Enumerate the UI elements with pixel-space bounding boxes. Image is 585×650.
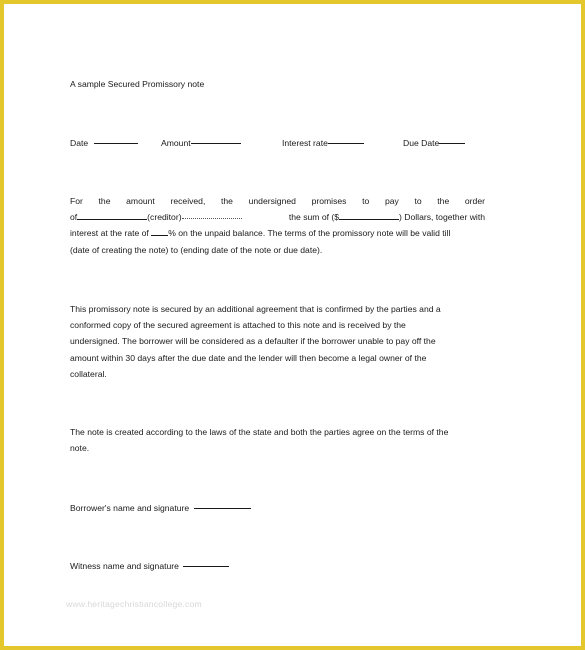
rate-blank-line bbox=[151, 235, 168, 236]
witness-signature-label: Witness name and signature bbox=[70, 561, 179, 571]
amount-blank-line bbox=[191, 143, 241, 144]
paragraph-terms-line1: For the amount received, the undersigned promises to pay to the order bbox=[70, 196, 485, 206]
date-blank-line bbox=[94, 143, 138, 144]
borrower-signature-label: Borrower's name and signature bbox=[70, 503, 190, 513]
date-field bbox=[70, 138, 138, 148]
document-title: A sample Secured Promissory note bbox=[70, 79, 205, 89]
amount-field bbox=[161, 138, 241, 148]
borrower-signature-blank bbox=[194, 508, 251, 509]
paragraph-terms-line2: of (creditor) the sum of ($ ) Dollars, together with bbox=[70, 212, 485, 223]
creditor-blank-line bbox=[182, 218, 242, 219]
paragraph-terms-line3: interest at the rate of % on the unpaid balance. The terms of the promissory note will be valid till bbox=[70, 228, 451, 239]
paragraph-laws: The note is created according to the laws of the state and both the parties agree on the terms of the note. bbox=[70, 427, 449, 454]
date-label: Date bbox=[70, 138, 89, 148]
paragraph-security: This promissory note is secured by an additional agreement that is confirmed by the parties and a conformed copy of the secured agreement is attached to this note and is received by the undersigned. The borrower will be considered as a defaulter if the borrower unable to pay off the amount within 30 days after the due date and the lender will then become a legal owner of the collateral. bbox=[70, 304, 441, 379]
witness-signature-blank bbox=[183, 566, 229, 567]
paragraph-terms bbox=[70, 193, 485, 258]
borrower-signature-line bbox=[70, 503, 251, 513]
payee-blank-line bbox=[77, 219, 147, 220]
watermark-text: www.heritagechristiancollege.com bbox=[66, 599, 202, 609]
amount-label: Amount bbox=[161, 138, 191, 148]
interest-rate-label: Interest rate bbox=[282, 138, 328, 148]
due-date-blank-line bbox=[439, 143, 465, 144]
due-date-field bbox=[403, 138, 465, 148]
interest-rate-field bbox=[282, 138, 364, 148]
witness-signature-line bbox=[70, 561, 229, 571]
paragraph-terms-line4: (date of creating the note) to (ending date of the note or due date). bbox=[70, 244, 323, 255]
interest-rate-blank-line bbox=[328, 143, 364, 144]
due-date-label: Due Date bbox=[403, 138, 440, 148]
sum-blank-line bbox=[339, 219, 399, 220]
